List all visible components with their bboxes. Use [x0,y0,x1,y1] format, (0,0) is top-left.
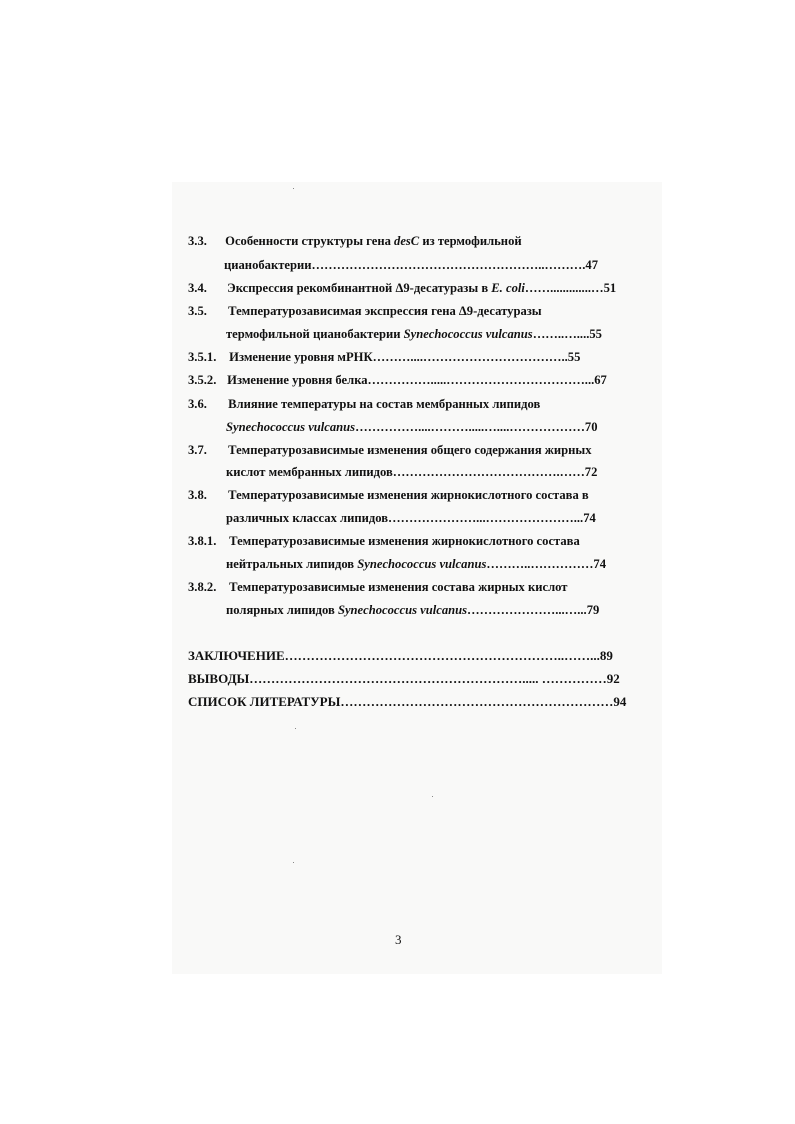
toc-number: 3.5. [188,304,207,318]
toc-text: Температурозависимые изменения жирнокислотного состава [229,534,580,548]
toc-text: Температурозависимые изменения общего содержания жирных [228,443,592,457]
toc-number: 3.5.2. [188,373,217,387]
toc-number: 3.8.2. [188,580,217,594]
toc-number: 3.8. [188,488,207,502]
toc-italic: Synechococcus vulcanus [403,327,533,341]
toc-text: различных классах липидов…………………...…………………...74 [226,511,596,525]
toc-text: из термофильной [419,234,522,248]
toc-number: 3.7. [188,443,207,457]
toc-text: ……..…....55 [532,327,602,341]
toc-text: термофильной цианобактерии [226,327,404,341]
toc-entry-3-8-2 [188,580,568,595]
scan-speck [293,862,294,863]
toc-entry-3-3-cont [224,258,598,273]
toc-text: Температурозависимая экспрессия гена Δ9-десатуразы [228,304,542,318]
toc-text: Температурозависимые изменения жирнокислотного состава в [228,488,589,502]
toc-entry-3-5 [188,304,542,319]
toc-text: нейтральных липидов [226,557,358,571]
toc-entry-3-8 [188,488,589,503]
toc-text: …………………...…...79 [467,603,600,617]
toc-entry-3-7-cont [226,465,597,480]
toc-entry-3-6 [188,397,540,412]
toc-text: цианобактерии………………………………………………..……….47 [224,258,599,272]
toc-entry-3-8-cont [226,511,596,526]
toc-entry-references [188,694,626,709]
toc-number: 3.8.1. [188,534,217,548]
toc-entry-3-8-1 [188,534,580,549]
toc-italic: desC [394,234,420,248]
toc-number: 3.3. [188,234,207,248]
toc-italic: Synechococcus vulcanus [357,557,487,571]
toc-entry-3-6-cont [226,420,598,435]
toc-text: ЗАКЛЮЧЕНИЕ………………………………………………………..……...89 [188,648,613,663]
toc-number: 3.6. [188,397,207,411]
toc-italic: E. coli [491,281,525,295]
toc-text: Влияние температуры на состав мембранных липидов [228,397,541,411]
toc-entry-3-5-cont [226,327,602,342]
toc-entry-3-3 [188,234,522,249]
scan-speck [295,728,296,729]
toc-text: Экспрессия рекомбинантной Δ9-десатуразы в [227,281,492,295]
toc-text: СПИСОК ЛИТЕРАТУРЫ………………………………………………………94 [188,694,627,709]
toc-text: полярных липидов [226,603,338,617]
toc-text: ……………....……….....…....………………70 [355,420,598,434]
toc-text: Особенности структуры гена [225,234,395,248]
toc-text: ………..……………74 [486,557,606,571]
page-number: 3 [395,932,402,947]
scan-speck [293,188,294,189]
toc-entry-3-8-2-cont [226,603,599,618]
toc-entry-3-5-1 [188,350,580,365]
toc-number: 3.5.1. [188,350,217,364]
toc-text: кислот мембранных липидов………………………………….……72 [226,465,598,479]
toc-text: Изменение уровня мРНК………....……………………………..55 [229,350,581,364]
toc-text: Температурозависимые изменения состава жирных кислот [229,580,568,594]
toc-entry-3-7 [188,443,592,458]
toc-text: Изменение уровня белка…………….....……………………………...67 [227,373,607,387]
toc-text: ВЫВОДЫ………………………………………………………..... ……………92 [188,671,620,686]
toc-entry-3-8-1-cont [226,557,606,572]
toc-italic: Synechococcus vulcanus [226,420,356,434]
toc-entry-3-5-2 [188,373,607,388]
toc-entry-findings [188,671,620,686]
scan-speck [432,796,433,797]
toc-entry-3-4 [188,281,616,296]
toc-entry-conclusion [188,648,613,663]
toc-italic: Synechococcus vulcanus [337,603,468,617]
toc-number: 3.4. [188,281,207,295]
toc-text: …….............…51 [524,281,617,295]
